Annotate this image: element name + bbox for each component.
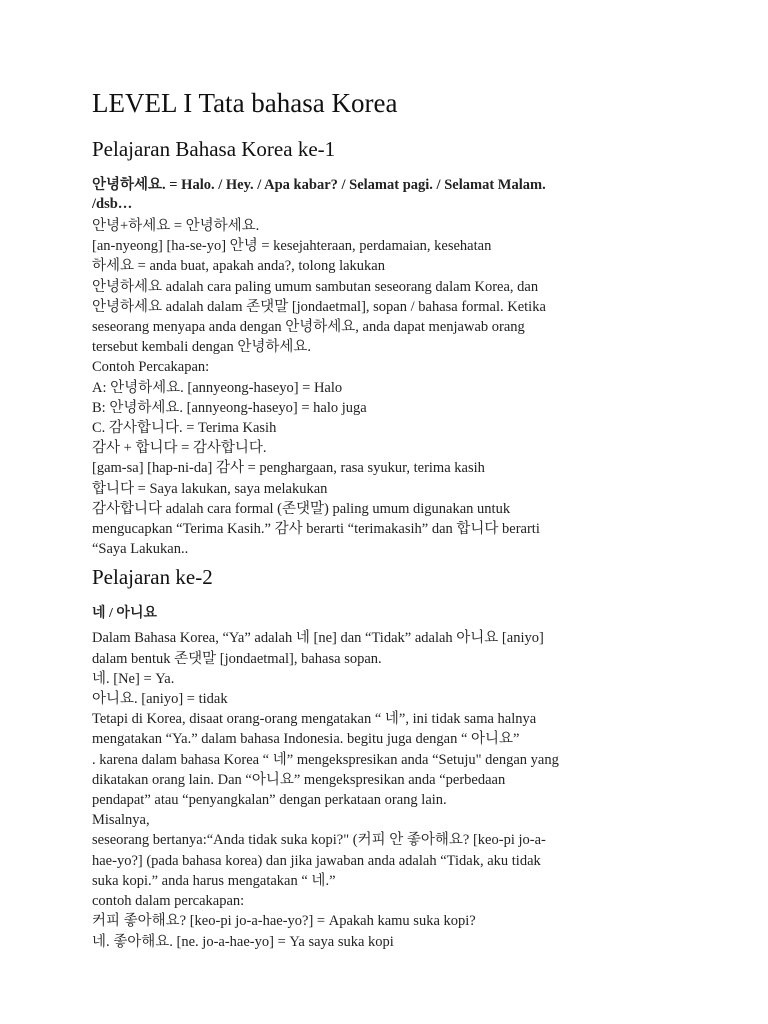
lesson1-line: C. 감사합니다. = Terima Kasih <box>92 420 277 437</box>
lesson1-line: mengucapkan “Terima Kasih.” 감사 berarti “terimakasih” dan 합니다 berarti <box>92 521 540 538</box>
lesson1-line: Contoh Percakapan: <box>92 359 210 376</box>
lesson2-line: Dalam Bahasa Korea, “Ya” adalah 네 [ne] dan “Tidak” adalah 아니요 [aniyo] <box>92 630 544 647</box>
lesson1-line: 안녕하세요 adalah cara paling umum sambutan seseorang dalam Korea, dan <box>92 278 539 295</box>
page-title: LEVEL I Tata bahasa Korea <box>92 88 398 118</box>
lesson1-line: 감사 + 합니다 = 감사합니다. <box>92 440 267 457</box>
lesson1-line: [gam-sa] [hap-ni-da] 감사 = penghargaan, rasa syukur, terima kasih <box>92 460 485 477</box>
lesson2-line: pendapat” atau “penyangkalan” dengan perkataan orang lain. <box>92 792 447 809</box>
lesson2-line: hae-yo?] (pada bahasa korea) dan jika jawaban anda adalah “Tidak, aku tidak <box>92 852 541 869</box>
lesson2-line: seseorang bertanya:“Anda tidak suka kopi?" (커피 안 좋아해요? [keo-pi jo-a- <box>92 832 546 849</box>
lesson1-line: 안녕+하세요 = 안녕하세요. <box>92 218 260 234</box>
lesson1-line: A: 안녕하세요. [annyeong-haseyo] = Halo <box>92 379 343 396</box>
lesson2-line: Misalnya, <box>92 812 150 829</box>
lesson2-line: . karena dalam bahasa Korea “ 네” mengekspresikan anda “Setuju" dengan yang <box>92 751 559 768</box>
lesson1-line: 안녕하세요 adalah dalam 존댓말 [jondaetmal], sopan / bahasa formal. Ketika <box>92 298 546 315</box>
lesson1-line: tersebut kembali dengan 안녕하세요. <box>92 339 312 356</box>
lesson2-line: 네. 좋아해요. [ne. jo-a-hae-yo] = Ya saya suka kopi <box>92 933 394 950</box>
lesson2-line: mengatakan “Ya.” dalam bahasa Indonesia. begitu juga dengan “ 아니요” <box>92 731 520 748</box>
lesson2-line: Tetapi di Korea, disaat orang-orang mengatakan “ 네”, ini tidak sama halnya <box>92 711 537 728</box>
lesson2-line: 커피 좋아해요? [keo-pi jo-a-hae-yo?] = Apakah kamu suka kopi? <box>92 913 476 930</box>
lesson2-body <box>92 628 682 951</box>
document-page <box>92 88 682 952</box>
lesson1-line: “Saya Lakukan.. <box>92 541 189 558</box>
lesson1-line: 합니다 = Saya lakukan, saya melakukan <box>92 480 328 497</box>
lesson2-line: dikatakan orang lain. Dan “아니요” mengekspresikan anda “perbedaan <box>92 771 506 788</box>
lesson1-line: [an-nyeong] [ha-se-yo] 안녕 = kesejahteraan, perdamaian, kesehatan <box>92 238 492 255</box>
lesson2-line: 네. [Ne] = Ya. <box>92 670 175 687</box>
lesson1-intro-line1: 안녕하세요. = Halo. / Hey. / Apa kabar? / Selamat pagi. / Selamat Malam. <box>92 177 546 193</box>
lesson2-heading: Pelajaran ke-2 <box>92 565 213 590</box>
lesson2-line: 아니요. [aniyo] = tidak <box>92 691 228 708</box>
lesson2-subheading: 네 / 아니요 <box>92 606 157 622</box>
lesson2-line: suka kopi.” anda harus mengatakan “ 네.” <box>92 872 336 889</box>
lesson2-line: contoh dalam percakapan: <box>92 893 245 910</box>
lesson2-line: dalam bentuk 존댓말 [jondaetmal], bahasa sopan. <box>92 650 382 667</box>
lesson1-line: seseorang menyapa anda dengan 안녕하세요, anda dapat menjawab orang <box>92 319 525 336</box>
lesson1-body <box>92 216 682 559</box>
lesson1-line: 하세요 = anda buat, apakah anda?, tolong lakukan <box>92 258 385 275</box>
lesson1-line: B: 안녕하세요. [annyeong-haseyo] = halo juga <box>92 399 367 416</box>
lesson1-line: 감사합니다 adalah cara formal (존댓말) paling umum digunakan untuk <box>92 500 511 517</box>
lesson1-heading: Pelajaran Bahasa Korea ke-1 <box>92 137 336 161</box>
lesson1-intro-line2: /dsb… <box>92 196 133 212</box>
